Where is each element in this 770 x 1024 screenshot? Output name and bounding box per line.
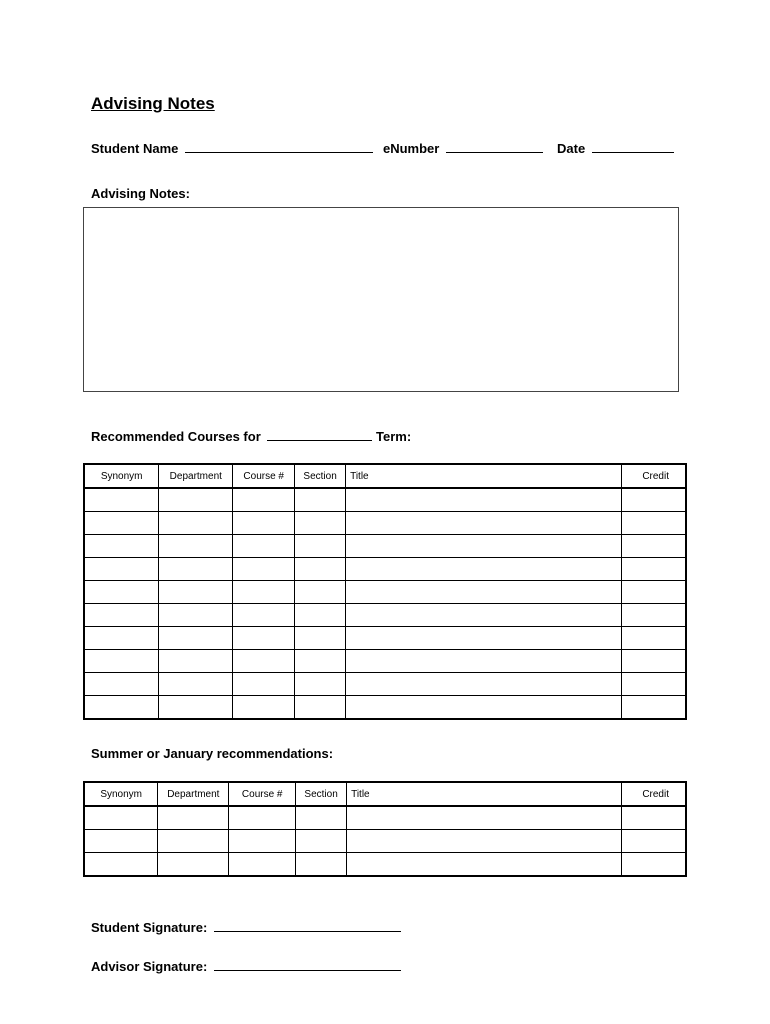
table-cell[interactable] xyxy=(159,535,233,558)
table-cell[interactable] xyxy=(621,581,686,604)
table-cell[interactable] xyxy=(158,830,229,853)
table-cell[interactable] xyxy=(159,650,233,673)
table-cell[interactable] xyxy=(346,488,621,512)
table-cell[interactable] xyxy=(84,830,158,853)
table-cell[interactable] xyxy=(84,806,158,830)
table-row xyxy=(84,673,686,696)
table-cell[interactable] xyxy=(84,650,159,673)
table-cell[interactable] xyxy=(233,627,295,650)
header-department: Department xyxy=(158,782,229,806)
table-cell[interactable] xyxy=(295,558,346,581)
table-row xyxy=(84,558,686,581)
table-cell[interactable] xyxy=(158,806,229,830)
table-cell[interactable] xyxy=(346,581,621,604)
table-cell[interactable] xyxy=(621,673,686,696)
table-cell[interactable] xyxy=(233,512,295,535)
table-cell[interactable] xyxy=(621,696,686,720)
table-cell[interactable] xyxy=(621,535,686,558)
table-row xyxy=(84,853,686,877)
table-cell[interactable] xyxy=(296,830,347,853)
advisor-signature-label: Advisor Signature: xyxy=(91,959,208,974)
table-cell[interactable] xyxy=(346,604,621,627)
table-cell[interactable] xyxy=(295,535,346,558)
header-course-number: Course # xyxy=(229,782,296,806)
table-cell[interactable] xyxy=(295,581,346,604)
header-section: Section xyxy=(295,464,346,488)
table-cell[interactable] xyxy=(233,696,295,720)
table-cell[interactable] xyxy=(621,627,686,650)
table-cell[interactable] xyxy=(233,581,295,604)
table-cell[interactable] xyxy=(621,558,686,581)
table-cell[interactable] xyxy=(159,512,233,535)
table-cell[interactable] xyxy=(233,604,295,627)
table-cell[interactable] xyxy=(295,604,346,627)
header-course-number: Course # xyxy=(233,464,295,488)
header-credit: Credit xyxy=(621,464,686,488)
table-header-row xyxy=(84,464,686,488)
table-cell[interactable] xyxy=(347,806,622,830)
table-cell[interactable] xyxy=(347,853,622,877)
header-title: Title xyxy=(346,464,621,488)
table-cell[interactable] xyxy=(84,488,159,512)
table-cell[interactable] xyxy=(295,696,346,720)
header-section: Section xyxy=(296,782,347,806)
table-cell[interactable] xyxy=(229,806,296,830)
table-row xyxy=(84,512,686,535)
table-header-row xyxy=(84,782,686,806)
term-field[interactable] xyxy=(267,428,372,441)
date-field[interactable] xyxy=(592,140,674,153)
table-cell[interactable] xyxy=(621,806,686,830)
recommended-courses-row xyxy=(91,428,411,444)
summer-january-label: Summer or January recommendations: xyxy=(91,746,334,761)
enumber-label: eNumber xyxy=(383,141,440,156)
recommended-suffix: Term: xyxy=(376,429,412,444)
table-cell[interactable] xyxy=(346,558,621,581)
table-cell[interactable] xyxy=(346,627,621,650)
table-cell[interactable] xyxy=(233,488,295,512)
table-cell[interactable] xyxy=(295,627,346,650)
table-row xyxy=(84,650,686,673)
header-credit: Credit xyxy=(621,782,686,806)
advising-notes-label: Advising Notes: xyxy=(91,186,190,201)
student-name-field[interactable] xyxy=(185,140,373,153)
table-cell[interactable] xyxy=(229,830,296,853)
table-cell[interactable] xyxy=(346,650,621,673)
table-cell[interactable] xyxy=(229,853,296,877)
date-label: Date xyxy=(557,141,586,156)
date-row xyxy=(557,140,674,156)
student-name-label: Student Name xyxy=(91,141,179,156)
table-cell[interactable] xyxy=(84,627,159,650)
table-row xyxy=(84,535,686,558)
table-cell[interactable] xyxy=(159,488,233,512)
table-cell[interactable] xyxy=(233,558,295,581)
table-row xyxy=(84,806,686,830)
table-cell[interactable] xyxy=(159,673,233,696)
table-cell[interactable] xyxy=(346,673,621,696)
advisor-signature-row xyxy=(91,958,401,974)
table-cell[interactable] xyxy=(84,512,159,535)
table-cell[interactable] xyxy=(621,604,686,627)
student-signature-field[interactable] xyxy=(214,919,401,932)
table-cell[interactable] xyxy=(346,535,621,558)
table-cell[interactable] xyxy=(233,535,295,558)
table-row xyxy=(84,830,686,853)
table-cell[interactable] xyxy=(158,853,229,877)
table-cell[interactable] xyxy=(295,512,346,535)
table-cell[interactable] xyxy=(296,806,347,830)
table-cell[interactable] xyxy=(159,696,233,720)
table-cell[interactable] xyxy=(84,581,159,604)
student-signature-row xyxy=(91,919,401,935)
student-name-row xyxy=(91,140,373,156)
table-cell[interactable] xyxy=(621,512,686,535)
enumber-row xyxy=(383,140,543,156)
table-cell[interactable] xyxy=(84,535,159,558)
table-cell[interactable] xyxy=(233,673,295,696)
header-synonym: Synonym xyxy=(84,782,158,806)
table-cell[interactable] xyxy=(295,650,346,673)
table-cell[interactable] xyxy=(84,696,159,720)
table-cell[interactable] xyxy=(159,604,233,627)
table-cell[interactable] xyxy=(347,830,622,853)
table-cell[interactable] xyxy=(621,488,686,512)
table-row xyxy=(84,604,686,627)
table-cell[interactable] xyxy=(84,604,159,627)
table-cell[interactable] xyxy=(296,853,347,877)
header-department: Department xyxy=(159,464,233,488)
table-cell[interactable] xyxy=(159,627,233,650)
advisor-signature-field[interactable] xyxy=(214,958,401,971)
table-cell[interactable] xyxy=(84,673,159,696)
table-cell[interactable] xyxy=(346,696,621,720)
student-signature-label: Student Signature: xyxy=(91,920,208,935)
table-row xyxy=(84,488,686,512)
enumber-field[interactable] xyxy=(446,140,543,153)
table-cell[interactable] xyxy=(621,853,686,877)
recommended-courses-table xyxy=(83,463,687,720)
table-row xyxy=(84,696,686,720)
table-cell[interactable] xyxy=(84,558,159,581)
recommended-prefix: Recommended Courses for xyxy=(91,429,261,444)
table-row xyxy=(84,627,686,650)
table-cell[interactable] xyxy=(159,558,233,581)
page-title: Advising Notes xyxy=(91,94,215,113)
table-cell[interactable] xyxy=(295,488,346,512)
table-cell[interactable] xyxy=(233,650,295,673)
advising-notes-box[interactable] xyxy=(83,207,679,392)
table-cell[interactable] xyxy=(621,830,686,853)
summer-january-table xyxy=(83,781,687,877)
header-title: Title xyxy=(347,782,622,806)
table-cell[interactable] xyxy=(84,853,158,877)
table-cell[interactable] xyxy=(159,581,233,604)
header-synonym: Synonym xyxy=(84,464,159,488)
table-cell[interactable] xyxy=(346,512,621,535)
table-row xyxy=(84,581,686,604)
table-cell[interactable] xyxy=(295,673,346,696)
table-cell[interactable] xyxy=(621,650,686,673)
